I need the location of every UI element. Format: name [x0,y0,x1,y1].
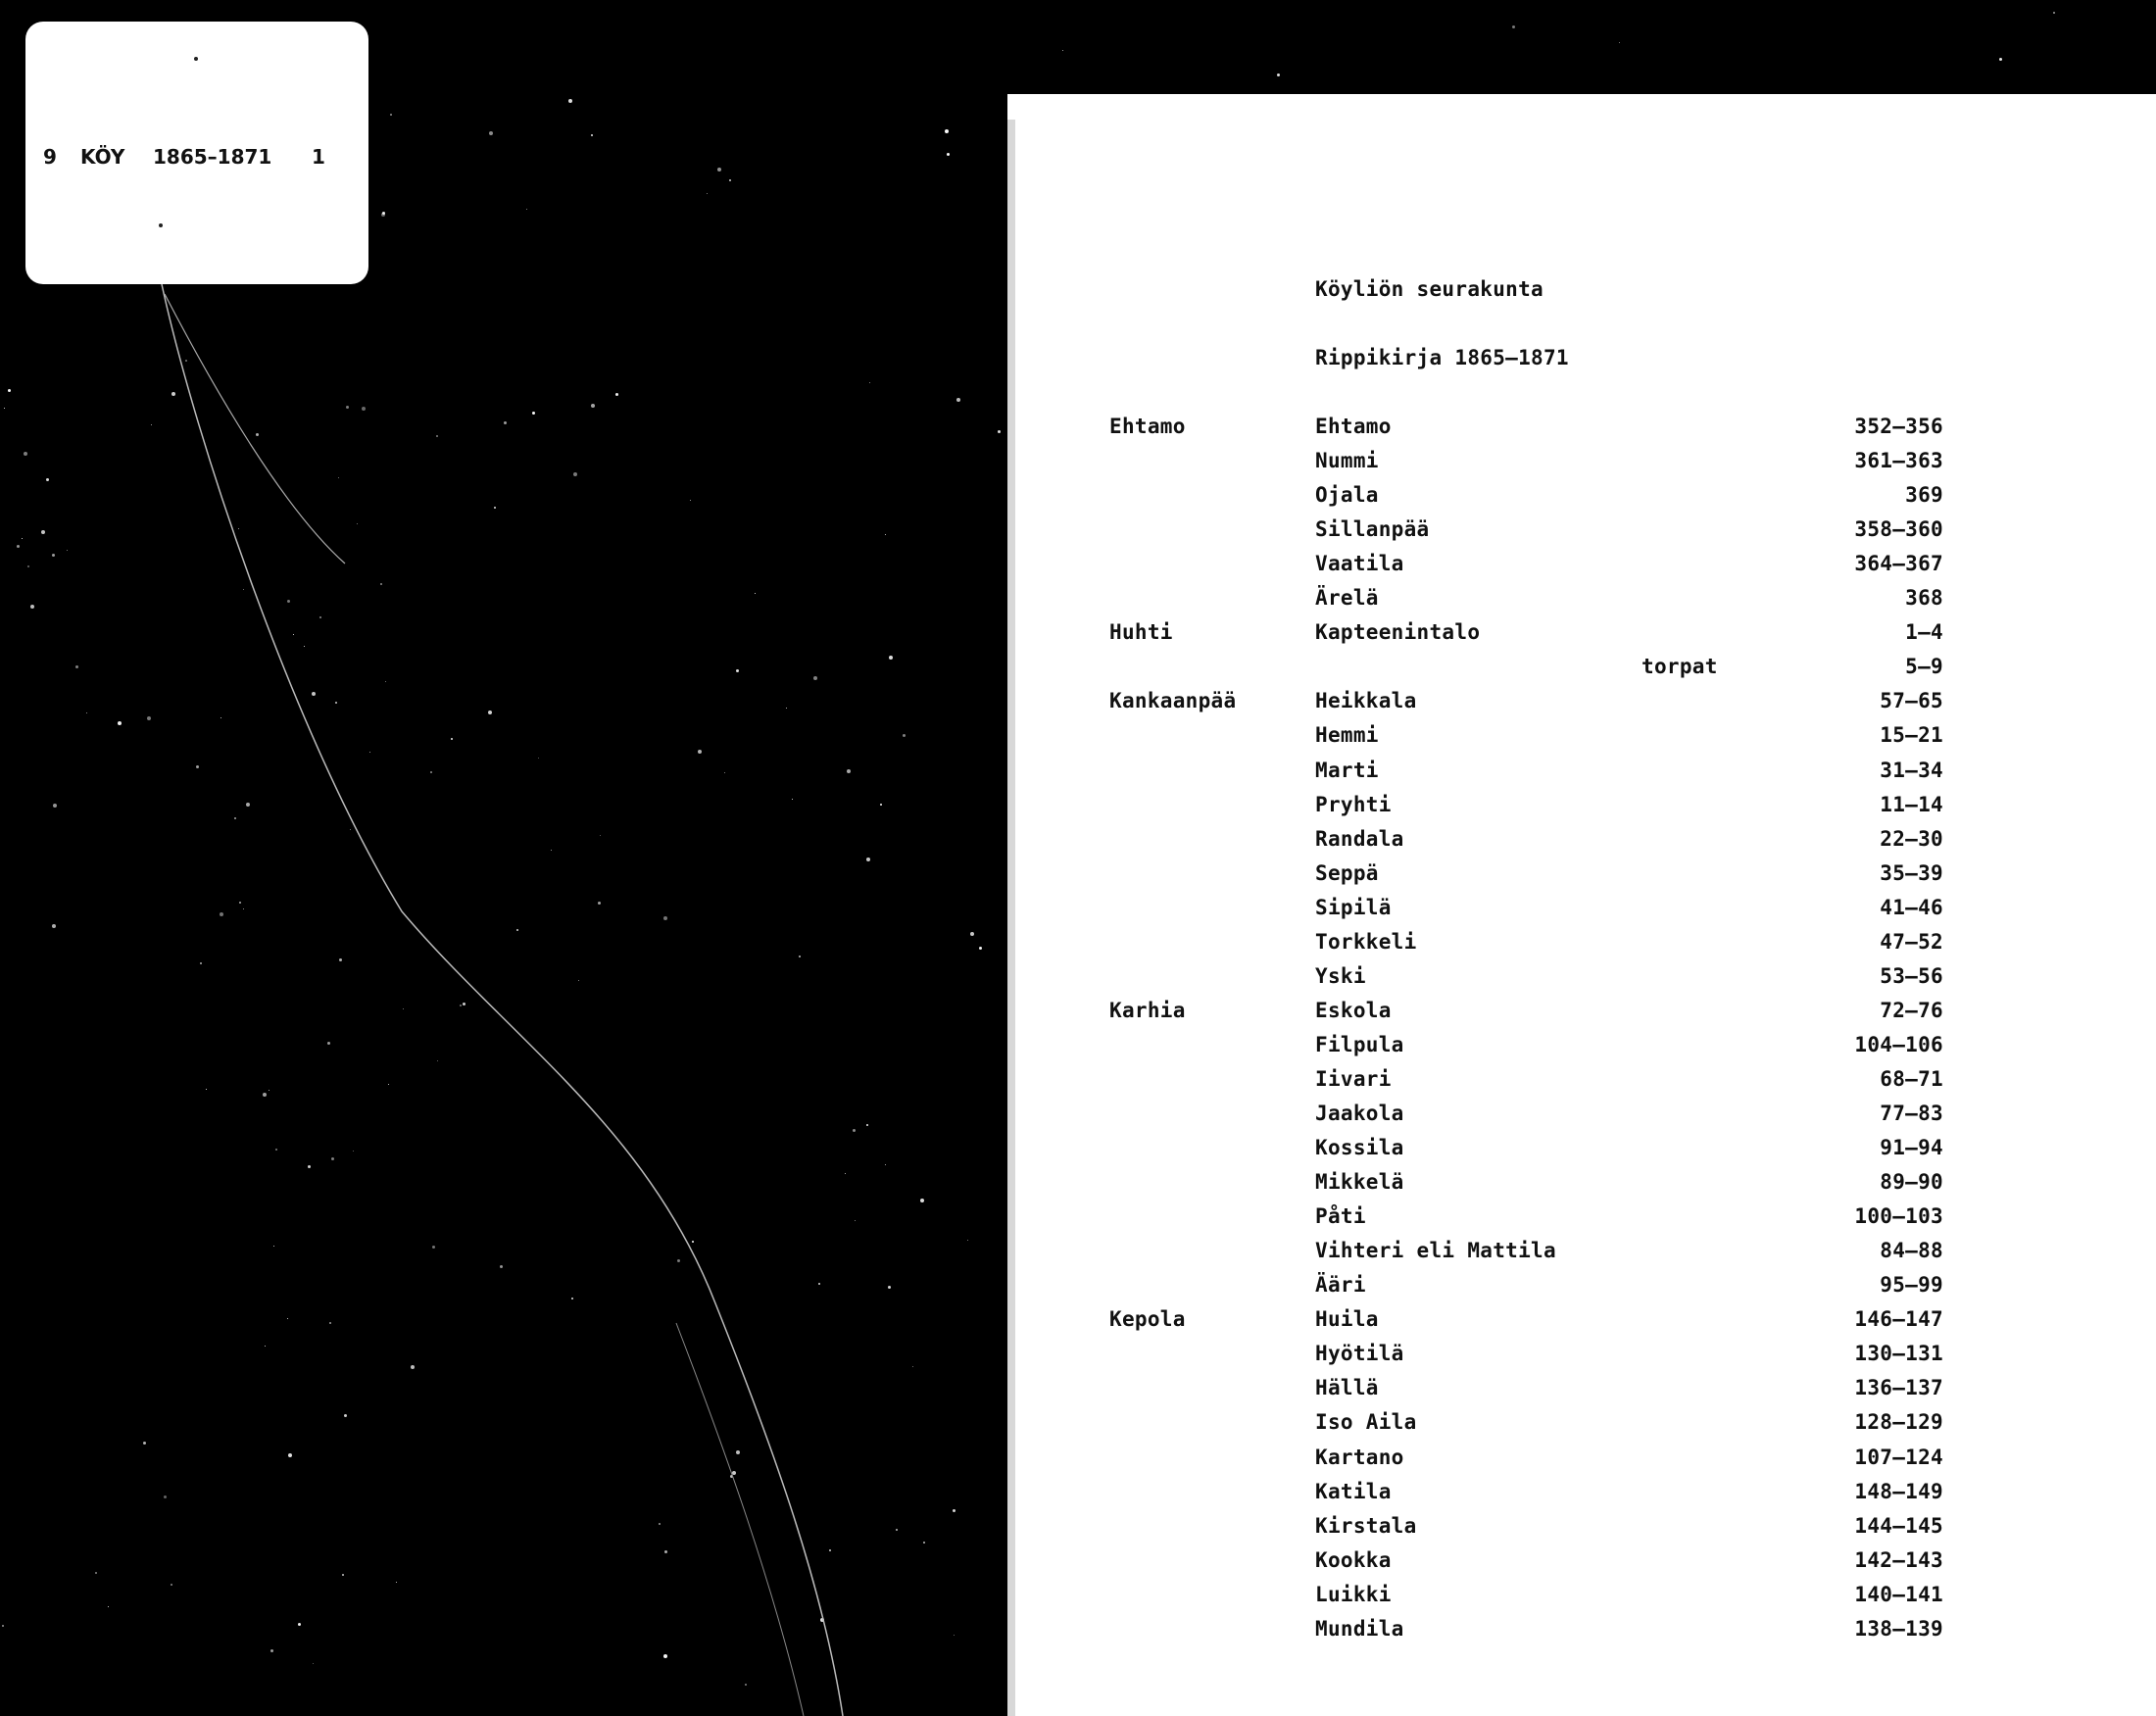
page-range: 146–147 [1854,1307,1943,1331]
house-name: Iivari [1315,1067,1392,1091]
page-range: 104–106 [1854,1033,1943,1056]
page-range: 352–356 [1854,415,1943,438]
house-name: Ehtamo [1315,415,1392,438]
house-name: Hällä [1315,1376,1379,1399]
page-range: 107–124 [1854,1446,1943,1469]
village-name: Huhti [1109,620,1173,644]
page-range: 47–52 [1880,930,1943,954]
document-sheet [1007,94,2156,1716]
house-name: Luikki [1315,1583,1392,1606]
page-range: 84–88 [1880,1239,1943,1262]
house-name: Mikkelä [1315,1170,1404,1194]
label-dot [159,223,163,227]
house-name: Yski [1315,964,1366,988]
page-range: 140–141 [1854,1583,1943,1606]
house-name: Kookka [1315,1548,1392,1572]
label-dot [194,57,198,61]
page-range: 91–94 [1880,1136,1943,1159]
page-range: 148–149 [1854,1480,1943,1503]
house-name: Hemmi [1315,723,1379,747]
page-range: 130–131 [1854,1342,1943,1365]
house-name: Vaatila [1315,552,1404,575]
village-name: Karhia [1109,999,1186,1022]
page-range: 136–137 [1854,1376,1943,1399]
page-range: 53–56 [1880,964,1943,988]
house-name: Mundila [1315,1617,1404,1641]
house-name: Nummi [1315,449,1379,472]
house-name: Hyötilä [1315,1342,1404,1365]
page-range: 358–360 [1854,517,1943,541]
page-range: 361–363 [1854,449,1943,472]
house-name: Filpula [1315,1033,1404,1056]
house-name: Påti [1315,1204,1366,1228]
page-range: 100–103 [1854,1204,1943,1228]
page-range: 72–76 [1880,999,1943,1022]
page-range: 68–71 [1880,1067,1943,1091]
page-range: 364–367 [1854,552,1943,575]
dust-speck [1619,42,1620,43]
page-range: 22–30 [1880,827,1943,851]
house-name: Huila [1315,1307,1379,1331]
page-range: 369 [1905,483,1943,507]
house-name: Ääri [1315,1273,1366,1297]
page-range: 57–65 [1880,689,1943,712]
house-name: Katila [1315,1480,1392,1503]
house-name: Seppä [1315,861,1379,885]
parish-title: Köyliön seurakunta [1315,277,1544,301]
dust-speck [1277,74,1280,76]
house-name: Sipilä [1315,896,1392,919]
page-range: 144–145 [1854,1514,1943,1538]
house-name: Heikkala [1315,689,1417,712]
house-name: Iso Aila [1315,1410,1417,1434]
house-name: Ärelä [1315,586,1379,610]
house-name: Kirstala [1315,1514,1417,1538]
village-name: Kankaanpää [1109,689,1237,712]
house-name: Vihteri eli Mattila [1315,1239,1556,1262]
page-range: 89–90 [1880,1170,1943,1194]
house-name: Kossila [1315,1136,1404,1159]
sheet-edge [1007,120,1015,1716]
dust-speck [1062,50,1063,51]
house-name: Pryhti [1315,793,1392,816]
dust-speck [1512,25,1515,28]
label-number: 9 [43,145,57,169]
page-range: 138–139 [1854,1617,1943,1641]
label-code: KÖY [80,145,125,169]
house-name: Marti [1315,759,1379,782]
page-range: 95–99 [1880,1273,1943,1297]
page-range: 368 [1905,586,1943,610]
page-range: 31–34 [1880,759,1943,782]
house-name: Randala [1315,827,1404,851]
house-name: Kartano [1315,1446,1404,1469]
page-range: 5–9 [1905,655,1943,678]
house-name: Kapteenintalo [1315,620,1481,644]
page-range: 11–14 [1880,793,1943,816]
label-volume: 1 [312,145,325,169]
village-name: Kepola [1109,1307,1186,1331]
page-range: 128–129 [1854,1410,1943,1434]
village-name: Ehtamo [1109,415,1186,438]
house-name: Ojala [1315,483,1379,507]
house-name: Sillanpää [1315,517,1430,541]
page-range: 41–46 [1880,896,1943,919]
page-range: 35–39 [1880,861,1943,885]
page-range: 15–21 [1880,723,1943,747]
page-range: 1–4 [1905,620,1943,644]
house-name: Torkkeli [1315,930,1417,954]
house-name: Eskola [1315,999,1392,1022]
page-range: 142–143 [1854,1548,1943,1572]
dust-speck [2053,12,2055,14]
book-title: Rippikirja 1865–1871 [1315,346,1569,369]
row-note: torpat [1642,655,1718,678]
dust-speck [1999,58,2002,61]
house-name: Jaakola [1315,1102,1404,1125]
page-range: 77–83 [1880,1102,1943,1125]
label-years: 1865–1871 [153,145,272,169]
